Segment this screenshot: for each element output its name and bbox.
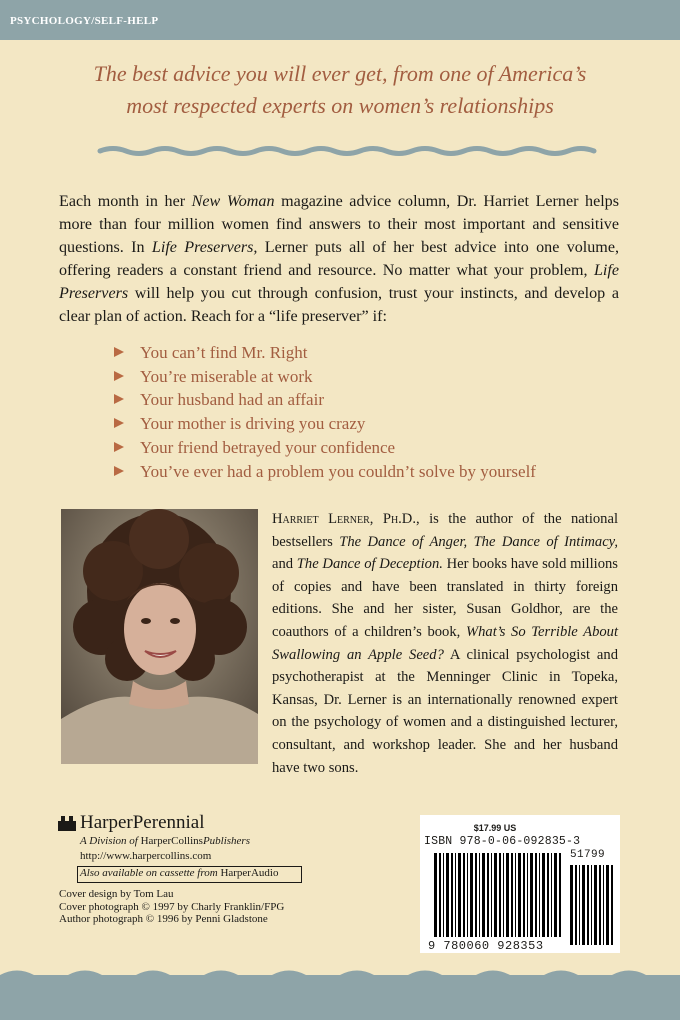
credit-line: Cover photograph © 1997 by Charly Franklin/FPG xyxy=(59,900,285,913)
intro-paragraph: Each month in her New Woman magazine advice column, Dr. Harriet Lerner helps more than four million women find answers to their most important and sensitive questions. In Life Preservers, Lerner puts all of her best advice into one volume, offering readers a constant friend and resource. No matter what your problem, Life Preservers will help you cut through confusion, trust your instincts, and develop a clear plan of action. Reach for a “life preserver” if: xyxy=(59,193,619,325)
credit-line: Cover design by Tom Lau xyxy=(59,888,174,900)
tagline-line-1: The best advice you will ever get, from one of America’s xyxy=(93,61,587,86)
tagline xyxy=(0,58,680,122)
author-bio: Harriet Lerner, Ph.D., is the author of the national bestsellers The Dance of Anger, The Dance of Intimacy, and The Dance of Deception. Her books have sold millions of copies and have been translated in thirty foreign editions. She and her sister, Susan Goldhor, are the coauthors of a children’s book, What’s So Terrible About Swallowing an Apple Seed? A clinical psychologist and psychotherapist at the Menninger Clinic in Topeka, Kansas, Dr. Lerner is an internationally renowned expert on the psychology of women and a distinguished lecturer, consultant, and workshop leader. She and her husband have two sons. xyxy=(272,511,619,776)
publisher-division: A Division of HarperCollinsPublishers xyxy=(80,835,250,847)
arrow-bullet-icon xyxy=(114,394,124,404)
list-item: Your mother is driving you crazy xyxy=(114,412,536,436)
publisher-logo-icon xyxy=(58,815,76,831)
category-label: PSYCHOLOGY/SELF-HELP xyxy=(10,15,159,27)
isbn-label: ISBN 978-0-06-092835-3 xyxy=(424,835,581,848)
wave-divider xyxy=(0,144,680,158)
author-name: Harriet Lerner, Ph.D., xyxy=(272,511,420,527)
tagline-line-2: most respected experts on women’s relationships xyxy=(126,93,554,118)
credits xyxy=(59,888,284,926)
arrow-bullet-icon xyxy=(114,347,124,357)
list-item: You’re miserable at work xyxy=(114,365,536,389)
list-item: You’ve ever had a problem you couldn’t solve by yourself xyxy=(114,460,536,484)
barcode-number: 9 780060 928353 xyxy=(428,939,544,953)
book-title: Life Preservers xyxy=(59,262,619,302)
publisher-url: http://www.harpercollins.com xyxy=(80,850,212,862)
audio-note: Also available on cassette from HarperAudio xyxy=(80,867,279,879)
arrow-bullet-icon xyxy=(114,442,124,452)
price-label: $17.99 US xyxy=(473,823,517,833)
bottom-band xyxy=(0,975,680,1020)
arrow-bullet-icon xyxy=(114,418,124,428)
arrow-bullet-icon xyxy=(114,466,124,476)
reasons-list xyxy=(114,341,536,483)
addon-number: 51799 xyxy=(570,849,606,861)
barcode-area xyxy=(420,815,620,953)
credit-line: Author photograph © 1996 by Penni Gladstone xyxy=(59,913,268,925)
arrow-bullet-icon xyxy=(114,371,124,381)
book-title: Life Preservers, xyxy=(151,239,258,256)
list-item: Your husband had an affair xyxy=(114,388,536,412)
magazine-title: New Woman xyxy=(191,193,275,210)
author-photo xyxy=(61,509,258,764)
list-item: You can’t find Mr. Right xyxy=(114,341,536,365)
publisher-name: HarperPerennial xyxy=(80,812,205,833)
list-item: Your friend betrayed your confidence xyxy=(114,436,536,460)
